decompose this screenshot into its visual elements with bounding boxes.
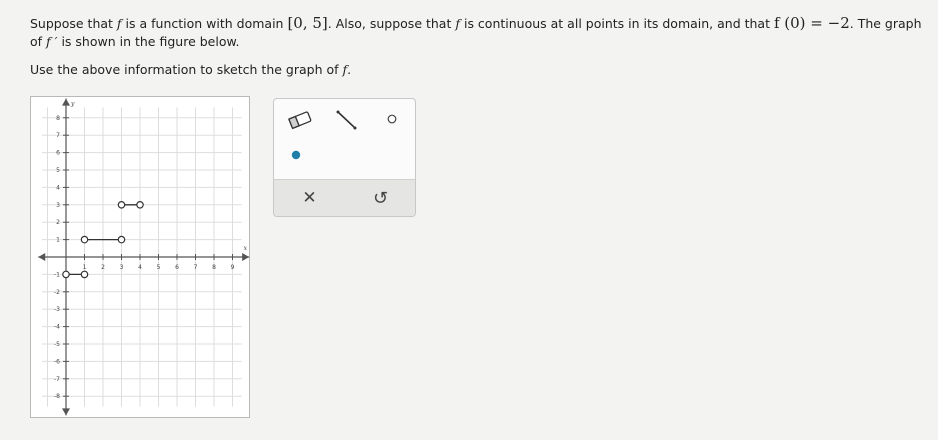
closed-circle-icon xyxy=(289,148,303,162)
problem-text: is a function with domain xyxy=(121,16,288,31)
y-tick-label: 2 xyxy=(56,219,60,227)
segment-icon xyxy=(334,107,360,133)
math-f: f xyxy=(342,62,348,77)
problem-text: . The graph of xyxy=(30,16,922,49)
problem-text: is continuous at all points in its domain, and that xyxy=(460,16,774,31)
x-tick-label: 9 xyxy=(230,264,235,271)
open-endpoint xyxy=(81,271,87,277)
problem-text: is shown in the figure below. xyxy=(57,34,240,49)
y-tick-label: 6 xyxy=(56,149,60,157)
x-tick-label: 2 xyxy=(101,264,105,271)
drawing-toolbox xyxy=(273,98,416,217)
problem-text: Suppose that xyxy=(30,16,117,31)
y-tick-label: -5 xyxy=(54,341,60,348)
open-circle-icon xyxy=(386,113,398,125)
y-tick-label: 1 xyxy=(56,236,60,244)
x-tick-label: 7 xyxy=(193,264,198,271)
y-axis-arrow-up xyxy=(62,99,70,106)
y-axis-label: y xyxy=(71,100,75,108)
y-tick-label: 5 xyxy=(56,167,60,174)
x-tick-label: 1 xyxy=(82,264,87,271)
y-tick-label: 4 xyxy=(56,184,60,192)
problem-statement xyxy=(30,14,925,51)
math-domain: [0, 5] xyxy=(287,14,328,32)
y-tick-label: -7 xyxy=(54,375,60,383)
graph-canvas xyxy=(31,97,251,419)
derivative-graph xyxy=(30,96,250,418)
closed-circle-tool[interactable] xyxy=(284,143,308,167)
problem-text: . Also, suppose that xyxy=(327,16,456,31)
instruction-text: Use the above information to sketch the graph of xyxy=(30,62,343,77)
x-tick-label: 3 xyxy=(119,264,124,271)
y-tick-label: 7 xyxy=(56,132,60,140)
y-tick-label: -2 xyxy=(54,288,60,296)
x-tick-label: 8 xyxy=(212,264,216,271)
open-endpoint xyxy=(63,271,69,277)
y-axis-arrow-down xyxy=(62,408,70,415)
y-tick-label: -3 xyxy=(54,306,60,314)
math-condition: f (0) = −2 xyxy=(773,14,850,32)
y-tick-label: 8 xyxy=(56,114,60,122)
open-endpoint xyxy=(81,236,87,242)
eraser-tool[interactable] xyxy=(284,107,316,133)
instruction xyxy=(30,62,351,77)
y-tick-label: -6 xyxy=(54,358,60,366)
segment-tool[interactable] xyxy=(332,105,362,135)
clear-button[interactable] xyxy=(274,180,345,216)
open-endpoint xyxy=(137,202,143,208)
x-tick-label: 5 xyxy=(156,264,161,271)
y-tick-label: -8 xyxy=(54,393,60,401)
undo-icon: ↺ xyxy=(372,187,389,209)
x-axis-arrow-right xyxy=(242,253,249,261)
toolbox-actions xyxy=(274,179,415,216)
x-axis-arrow-left xyxy=(38,253,45,261)
open-circle-tool[interactable] xyxy=(380,109,404,129)
y-tick-label: -4 xyxy=(54,323,60,331)
eraser-icon xyxy=(287,110,313,130)
y-tick-label: -1 xyxy=(54,271,60,279)
x-tick-label: 4 xyxy=(138,264,142,271)
x-axis-label: x xyxy=(243,245,247,252)
math-f: f xyxy=(116,16,122,31)
open-endpoint xyxy=(118,202,124,208)
close-icon: ✕ xyxy=(302,188,317,208)
math-fprime: f ′ xyxy=(46,34,58,49)
open-endpoint xyxy=(118,236,124,242)
math-f: f xyxy=(455,16,460,31)
instruction-text: . xyxy=(347,62,352,77)
y-tick-label: 3 xyxy=(56,201,60,209)
x-tick-label: 6 xyxy=(175,264,179,271)
undo-button[interactable] xyxy=(345,180,416,216)
